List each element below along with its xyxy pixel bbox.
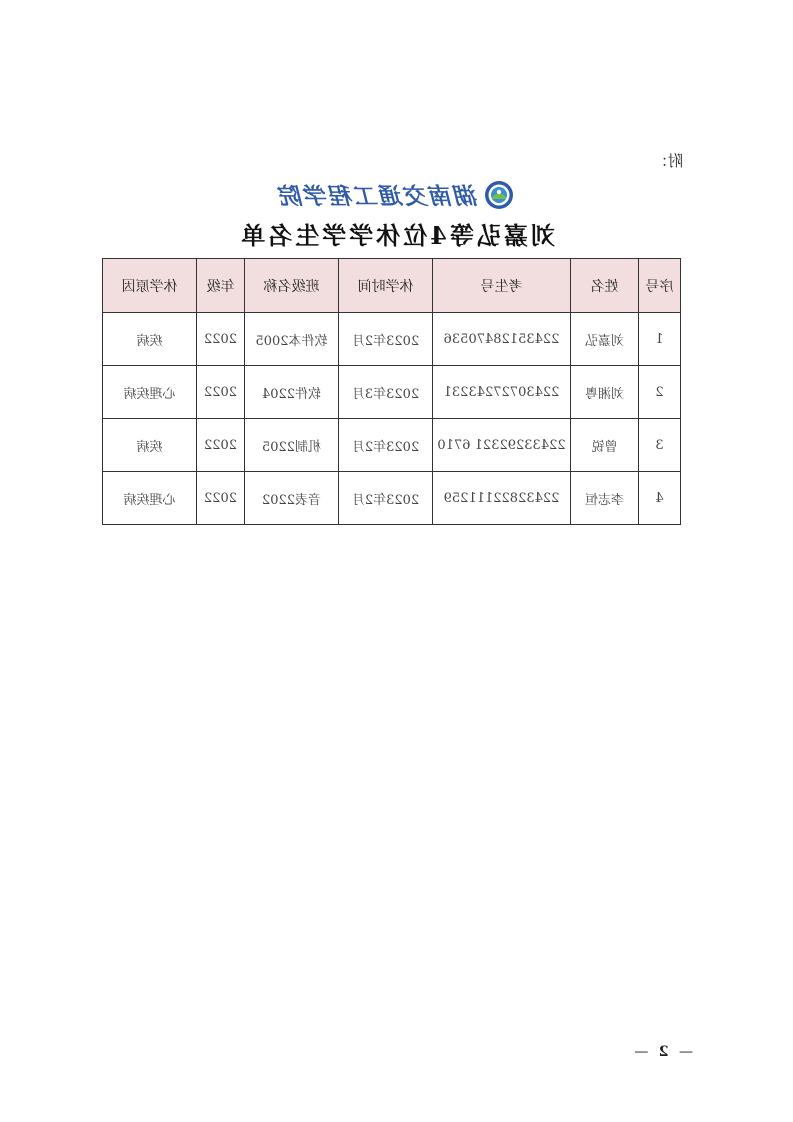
institution-emblem-icon (485, 180, 515, 210)
cell-exam-id: 22435128470536 (433, 313, 571, 366)
cell-reason: 心理疾病 (103, 366, 197, 419)
cell-grade: 2022 (197, 419, 245, 472)
cell-exam-id: 22433292321 6710 (433, 419, 571, 472)
cell-suspension-date: 2023年3月 (339, 366, 433, 419)
header-grade: 年级 (197, 259, 245, 313)
cell-reason: 心理疾病 (103, 472, 197, 525)
cell-name: 李志恒 (571, 472, 639, 525)
student-roster-table (102, 258, 681, 525)
cell-class-name: 软件本2005 (245, 313, 339, 366)
appendix-label: 附： (652, 152, 683, 170)
header-name: 姓名 (571, 259, 639, 313)
header-index: 序号 (639, 259, 681, 313)
document-title: 刘嘉弘等4位休学学生名单 (238, 221, 555, 250)
cell-exam-id: 22432822111259 (433, 472, 571, 525)
cell-class-name: 机制2205 (245, 419, 339, 472)
cell-exam-id: 22430727243231 (433, 366, 571, 419)
cell-reason: 疾病 (103, 419, 197, 472)
header-exam-id: 考生号 (433, 259, 571, 313)
page-number: 2 (658, 1044, 669, 1060)
cell-class-name: 音表2202 (245, 472, 339, 525)
cell-class-name: 软件2204 (245, 366, 339, 419)
header-suspension-date: 休学时间 (339, 259, 433, 313)
cell-index: 1 (639, 313, 681, 366)
header-reason: 休学原因 (103, 259, 197, 313)
table-header-row (103, 259, 681, 313)
cell-name: 刘嘉弘 (571, 313, 639, 366)
table-row (103, 472, 681, 525)
cell-suspension-date: 2023年2月 (339, 419, 433, 472)
footer-dash-right: — (634, 1044, 649, 1060)
footer-dash-left: — (679, 1044, 693, 1060)
cell-suspension-date: 2023年2月 (339, 313, 433, 366)
header-class-name: 班级名称 (245, 259, 339, 313)
cell-grade: 2022 (197, 313, 245, 366)
cell-reason: 疾病 (103, 313, 197, 366)
cell-index: 4 (639, 472, 681, 525)
table-row (103, 313, 681, 366)
cell-name: 曾锐 (571, 419, 639, 472)
cell-suspension-date: 2023年2月 (339, 472, 433, 525)
cell-grade: 2022 (197, 472, 245, 525)
institution-logo-row (279, 178, 515, 211)
cell-index: 2 (639, 366, 681, 419)
institution-header (0, 178, 793, 214)
institution-name: 湖南交通工程学院 (278, 183, 479, 210)
table-row (103, 366, 681, 419)
table-row (103, 419, 681, 472)
cell-name: 刘湘粤 (571, 366, 639, 419)
cell-grade: 2022 (197, 366, 245, 419)
cell-index: 3 (639, 419, 681, 472)
page-footer (634, 1044, 693, 1060)
